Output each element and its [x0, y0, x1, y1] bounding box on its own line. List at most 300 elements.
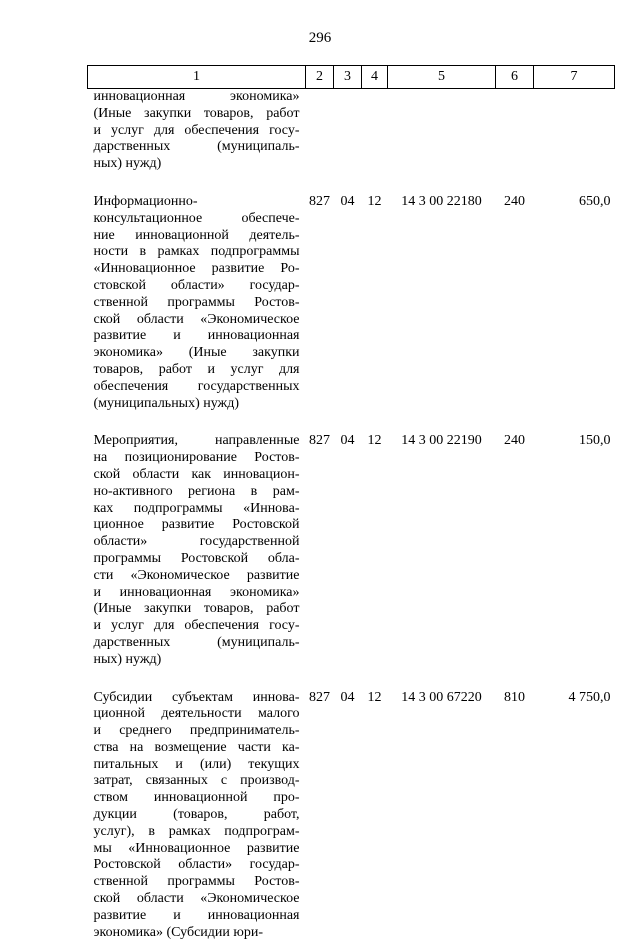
empty-cell: [534, 706, 615, 723]
empty-cell: [496, 740, 534, 757]
table-row: [88, 379, 615, 396]
empty-cell: [362, 139, 388, 156]
empty-cell: [306, 379, 334, 396]
empty-cell: [362, 790, 388, 807]
empty-cell: [534, 652, 615, 669]
empty-cell: [496, 757, 534, 774]
empty-cell: [306, 362, 334, 379]
row-description-line: программы Ростовской обла-: [88, 551, 306, 568]
empty-cell: [534, 139, 615, 156]
empty-cell: [306, 874, 334, 891]
empty-cell: [534, 568, 615, 585]
empty-cell: [388, 925, 496, 941]
empty-cell: [388, 450, 496, 467]
row-description-line: товаров, работ и услуг для: [88, 362, 306, 379]
empty-cell: [534, 106, 615, 123]
empty-cell: [334, 484, 362, 501]
empty-cell: [306, 652, 334, 669]
empty-cell: [496, 278, 534, 295]
empty-cell: [496, 517, 534, 534]
empty-cell: [388, 484, 496, 501]
empty-cell: [496, 295, 534, 312]
empty-cell: [388, 362, 496, 379]
subsection-code: [362, 89, 388, 106]
empty-cell: [534, 278, 615, 295]
empty-cell: [334, 757, 362, 774]
empty-cell: [534, 484, 615, 501]
empty-cell: [496, 618, 534, 635]
empty-cell: [388, 601, 496, 618]
empty-cell: [334, 706, 362, 723]
amount-value: 150,0: [534, 412, 615, 450]
empty-cell: [388, 501, 496, 518]
empty-cell: [534, 467, 615, 484]
table-row: [88, 568, 615, 585]
empty-cell: [306, 261, 334, 278]
empty-cell: [534, 551, 615, 568]
empty-cell: [496, 635, 534, 652]
row-description-line: и среднего предприниматель-: [88, 723, 306, 740]
empty-cell: [334, 345, 362, 362]
empty-cell: [496, 706, 534, 723]
empty-cell: [362, 585, 388, 602]
row-description-line: дукции (товаров, работ,: [88, 807, 306, 824]
empty-cell: [534, 261, 615, 278]
empty-cell: [334, 874, 362, 891]
empty-cell: [496, 467, 534, 484]
empty-cell: [496, 891, 534, 908]
empty-cell: [496, 925, 534, 941]
table-row: [88, 891, 615, 908]
empty-cell: [388, 551, 496, 568]
empty-cell: [306, 484, 334, 501]
row-description-line: экономика» (Субсидии юри-: [88, 925, 306, 941]
empty-cell: [388, 908, 496, 925]
row-description-line: ных) нужд): [88, 652, 306, 669]
empty-cell: [334, 450, 362, 467]
empty-cell: [334, 379, 362, 396]
table-row: [88, 925, 615, 941]
row-description-line: Информационно-: [88, 173, 306, 211]
table-row: [88, 740, 615, 757]
empty-cell: [534, 211, 615, 228]
row-description-line: ской области «Экономическое: [88, 891, 306, 908]
subsection-code: 12: [362, 173, 388, 211]
empty-cell: [362, 484, 388, 501]
empty-cell: [362, 891, 388, 908]
empty-cell: [388, 824, 496, 841]
table-row: [88, 278, 615, 295]
empty-cell: [306, 244, 334, 261]
empty-cell: [496, 345, 534, 362]
empty-cell: [306, 706, 334, 723]
empty-cell: [362, 908, 388, 925]
empty-cell: [388, 841, 496, 858]
row-description-line: Субсидии субъектам иннова-: [88, 669, 306, 707]
empty-cell: [388, 891, 496, 908]
empty-cell: [388, 328, 496, 345]
empty-cell: [534, 807, 615, 824]
row-description-line: ние инновационной деятель-: [88, 228, 306, 245]
empty-cell: [388, 106, 496, 123]
row-description-line: стовской области» государ-: [88, 278, 306, 295]
empty-cell: [534, 396, 615, 413]
empty-cell: [388, 706, 496, 723]
empty-cell: [362, 601, 388, 618]
table-row: [88, 89, 615, 106]
row-description-line: ской области как инновацион-: [88, 467, 306, 484]
table-row: [88, 450, 615, 467]
table-row: [88, 467, 615, 484]
empty-cell: [534, 757, 615, 774]
empty-cell: [496, 773, 534, 790]
table-row: [88, 501, 615, 518]
table-row: [88, 328, 615, 345]
empty-cell: [362, 312, 388, 329]
empty-cell: [388, 740, 496, 757]
table-row: [88, 874, 615, 891]
empty-cell: [334, 278, 362, 295]
empty-cell: [388, 773, 496, 790]
table-row: [88, 345, 615, 362]
empty-cell: [496, 601, 534, 618]
empty-cell: [534, 723, 615, 740]
empty-cell: [362, 396, 388, 413]
empty-cell: [534, 156, 615, 173]
empty-cell: [496, 362, 534, 379]
table-row: [88, 652, 615, 669]
empty-cell: [306, 396, 334, 413]
empty-cell: [496, 106, 534, 123]
empty-cell: [534, 534, 615, 551]
empty-cell: [362, 618, 388, 635]
row-description-line: обеспечения государственных: [88, 379, 306, 396]
empty-cell: [306, 891, 334, 908]
empty-cell: [496, 139, 534, 156]
row-description-line: развитие и инновационная: [88, 328, 306, 345]
empty-cell: [334, 824, 362, 841]
empty-cell: [334, 601, 362, 618]
target-article-code: 14 3 00 22180: [388, 173, 496, 211]
empty-cell: [534, 740, 615, 757]
empty-cell: [534, 891, 615, 908]
table-row: [88, 601, 615, 618]
empty-cell: [362, 106, 388, 123]
empty-cell: [388, 618, 496, 635]
empty-cell: [334, 551, 362, 568]
amount-value: [534, 89, 615, 106]
column-header-5: 5: [388, 66, 496, 89]
expense-type-code: 240: [496, 173, 534, 211]
empty-cell: [306, 312, 334, 329]
table-row: [88, 244, 615, 261]
empty-cell: [362, 874, 388, 891]
empty-cell: [334, 740, 362, 757]
section-code: [334, 89, 362, 106]
table-row: [88, 824, 615, 841]
empty-cell: [306, 551, 334, 568]
empty-cell: [362, 278, 388, 295]
row-description-line: ства на возмещение части ка-: [88, 740, 306, 757]
empty-cell: [388, 379, 496, 396]
column-header-2: 2: [306, 66, 334, 89]
amount-value: 650,0: [534, 173, 615, 211]
empty-cell: [334, 568, 362, 585]
empty-cell: [362, 857, 388, 874]
empty-cell: [388, 244, 496, 261]
empty-cell: [306, 568, 334, 585]
empty-cell: [334, 773, 362, 790]
empty-cell: [334, 501, 362, 518]
empty-cell: [334, 891, 362, 908]
empty-cell: [388, 396, 496, 413]
subsection-code: 12: [362, 669, 388, 707]
empty-cell: [334, 517, 362, 534]
empty-cell: [362, 261, 388, 278]
empty-cell: [496, 261, 534, 278]
row-description-line: и услуг для обеспечения госу-: [88, 618, 306, 635]
row-description-line: и инновационная экономика»: [88, 585, 306, 602]
empty-cell: [388, 295, 496, 312]
empty-cell: [534, 908, 615, 925]
empty-cell: [534, 517, 615, 534]
empty-cell: [306, 450, 334, 467]
empty-cell: [334, 123, 362, 140]
row-description-line: ционное развитие Ростовской: [88, 517, 306, 534]
empty-cell: [388, 534, 496, 551]
row-description-line: ственной программы Ростов-: [88, 295, 306, 312]
table-header-row: [88, 66, 615, 89]
table-row: [88, 484, 615, 501]
table-row: [88, 139, 615, 156]
section-code: 04: [334, 412, 362, 450]
column-header-3: 3: [334, 66, 362, 89]
empty-cell: [388, 857, 496, 874]
empty-cell: [534, 312, 615, 329]
amount-value: 4 750,0: [534, 669, 615, 707]
empty-cell: [362, 228, 388, 245]
empty-cell: [496, 328, 534, 345]
empty-cell: [388, 467, 496, 484]
empty-cell: [534, 601, 615, 618]
empty-cell: [362, 244, 388, 261]
empty-cell: [496, 228, 534, 245]
empty-cell: [388, 652, 496, 669]
empty-cell: [388, 757, 496, 774]
empty-cell: [496, 211, 534, 228]
empty-cell: [306, 773, 334, 790]
empty-cell: [534, 244, 615, 261]
target-article-code: 14 3 00 67220: [388, 669, 496, 707]
empty-cell: [496, 312, 534, 329]
empty-cell: [362, 551, 388, 568]
empty-cell: [362, 345, 388, 362]
empty-cell: [362, 156, 388, 173]
empty-cell: [334, 139, 362, 156]
empty-cell: [306, 908, 334, 925]
empty-cell: [306, 156, 334, 173]
empty-cell: [362, 211, 388, 228]
table-row: [88, 706, 615, 723]
empty-cell: [388, 723, 496, 740]
empty-cell: [334, 396, 362, 413]
empty-cell: [534, 295, 615, 312]
page-number: 296: [0, 30, 640, 47]
empty-cell: [534, 123, 615, 140]
column-header-4: 4: [362, 66, 388, 89]
table-row: [88, 396, 615, 413]
empty-cell: [496, 874, 534, 891]
empty-cell: [496, 534, 534, 551]
empty-cell: [334, 908, 362, 925]
empty-cell: [334, 790, 362, 807]
row-description-line: (муниципальных) нужд): [88, 396, 306, 413]
empty-cell: [388, 228, 496, 245]
empty-cell: [334, 362, 362, 379]
empty-cell: [306, 807, 334, 824]
empty-cell: [388, 807, 496, 824]
empty-cell: [534, 501, 615, 518]
empty-cell: [496, 396, 534, 413]
empty-cell: [496, 244, 534, 261]
empty-cell: [388, 123, 496, 140]
empty-cell: [362, 773, 388, 790]
table-row: [88, 106, 615, 123]
empty-cell: [534, 857, 615, 874]
empty-cell: [388, 790, 496, 807]
empty-cell: [334, 312, 362, 329]
empty-cell: [306, 757, 334, 774]
row-description-line: экономика» (Иные закупки: [88, 345, 306, 362]
empty-cell: [334, 652, 362, 669]
empty-cell: [362, 295, 388, 312]
empty-cell: [534, 773, 615, 790]
row-description-line: дарственных (муниципаль-: [88, 635, 306, 652]
row-description-line: (Иные закупки товаров, работ: [88, 601, 306, 618]
empty-cell: [496, 857, 534, 874]
row-description-line: питальных и (или) текущих: [88, 757, 306, 774]
empty-cell: [334, 585, 362, 602]
empty-cell: [362, 379, 388, 396]
empty-cell: [334, 467, 362, 484]
empty-cell: [388, 568, 496, 585]
row-description-line: дарственных (муниципаль-: [88, 139, 306, 156]
empty-cell: [362, 450, 388, 467]
empty-cell: [306, 740, 334, 757]
empty-cell: [534, 362, 615, 379]
empty-cell: [334, 841, 362, 858]
empty-cell: [362, 501, 388, 518]
table-row: [88, 635, 615, 652]
empty-cell: [306, 295, 334, 312]
row-description-line: ных) нужд): [88, 156, 306, 173]
empty-cell: [306, 211, 334, 228]
empty-cell: [334, 244, 362, 261]
row-description-line: но-активного региона в рам-: [88, 484, 306, 501]
empty-cell: [306, 106, 334, 123]
empty-cell: [306, 841, 334, 858]
empty-cell: [334, 723, 362, 740]
empty-cell: [388, 139, 496, 156]
empty-cell: [534, 450, 615, 467]
row-description-line: и услуг для обеспечения госу-: [88, 123, 306, 140]
row-description-line: ской области «Экономическое: [88, 312, 306, 329]
empty-cell: [306, 723, 334, 740]
empty-cell: [362, 757, 388, 774]
empty-cell: [496, 156, 534, 173]
table-row: [88, 723, 615, 740]
section-code: 04: [334, 669, 362, 707]
target-article-code: [388, 89, 496, 106]
table-row: [88, 517, 615, 534]
empty-cell: [306, 345, 334, 362]
empty-cell: [306, 517, 334, 534]
row-description-line: ности в рамках подпрограммы: [88, 244, 306, 261]
table-row: [88, 261, 615, 278]
row-description-line: мы «Инновационное развитие: [88, 841, 306, 858]
table-row: [88, 211, 615, 228]
empty-cell: [306, 467, 334, 484]
row-description-line: затрат, связанных с производ-: [88, 773, 306, 790]
empty-cell: [496, 585, 534, 602]
empty-cell: [334, 211, 362, 228]
row-description-line: ционной деятельности малого: [88, 706, 306, 723]
table-row: [88, 908, 615, 925]
empty-cell: [362, 841, 388, 858]
empty-cell: [496, 790, 534, 807]
table-row: [88, 156, 615, 173]
department-code: 827: [306, 412, 334, 450]
table-row: [88, 228, 615, 245]
empty-cell: [362, 568, 388, 585]
table-row: [88, 173, 615, 211]
empty-cell: [334, 534, 362, 551]
empty-cell: [306, 228, 334, 245]
empty-cell: [388, 312, 496, 329]
row-description-line: области» государственной: [88, 534, 306, 551]
table-row: [88, 412, 615, 450]
empty-cell: [496, 652, 534, 669]
table-row: [88, 857, 615, 874]
column-header-6: 6: [496, 66, 534, 89]
table-row: [88, 807, 615, 824]
empty-cell: [388, 345, 496, 362]
empty-cell: [306, 790, 334, 807]
row-description-line: консультационное обеспече-: [88, 211, 306, 228]
empty-cell: [534, 635, 615, 652]
empty-cell: [306, 585, 334, 602]
table-row: [88, 757, 615, 774]
empty-cell: [388, 517, 496, 534]
empty-cell: [334, 635, 362, 652]
empty-cell: [334, 925, 362, 941]
empty-cell: [534, 228, 615, 245]
department-code: 827: [306, 173, 334, 211]
empty-cell: [496, 501, 534, 518]
empty-cell: [534, 345, 615, 362]
empty-cell: [334, 328, 362, 345]
empty-cell: [534, 790, 615, 807]
empty-cell: [334, 261, 362, 278]
empty-cell: [334, 106, 362, 123]
empty-cell: [334, 618, 362, 635]
empty-cell: [534, 925, 615, 941]
empty-cell: [534, 824, 615, 841]
empty-cell: [306, 925, 334, 941]
empty-cell: [496, 123, 534, 140]
row-description-line: ством инновационной про-: [88, 790, 306, 807]
empty-cell: [306, 857, 334, 874]
